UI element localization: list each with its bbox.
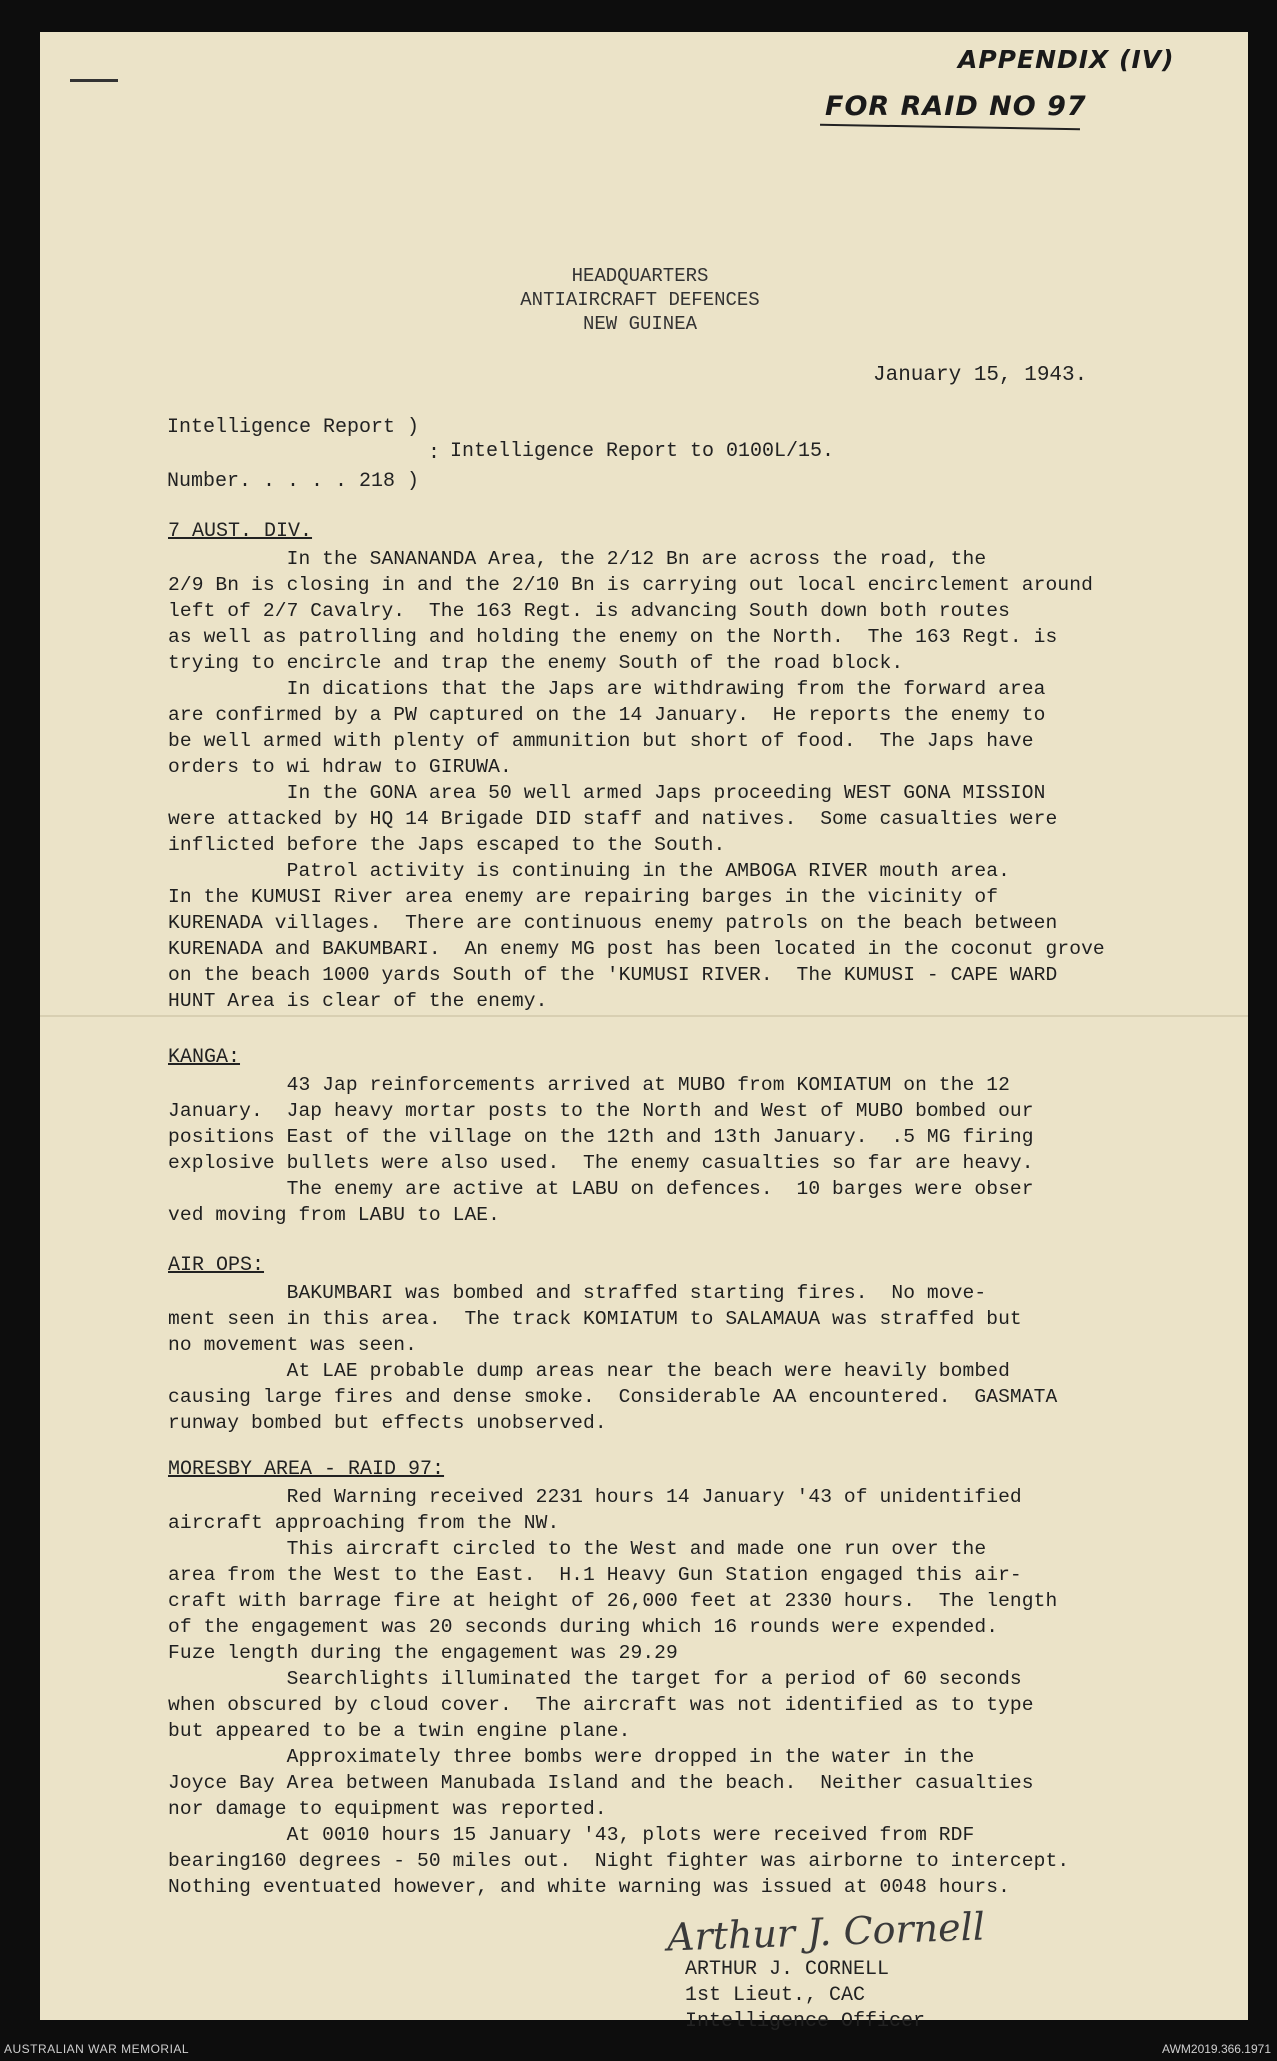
text-line: runway bombed but effects unobserved. xyxy=(168,1412,607,1434)
section-heading: 7 AUST. DIV. xyxy=(168,520,313,543)
report-number: Number. . . . . 218 ) xyxy=(167,470,420,493)
text-line: In the SANANANDA Area, the 2/12 Bn are across the road, the xyxy=(168,548,987,570)
signature-name: ARTHUR J. CORNELL xyxy=(685,1958,890,1981)
fold-line xyxy=(40,1015,1248,1017)
signature-role: Intelligence Officer xyxy=(685,2010,926,2033)
section-heading: MORESBY AREA - RAID 97: xyxy=(168,1458,445,1481)
letterhead-line-3: NEW GUINEA xyxy=(582,313,698,335)
text-line: At LAE probable dump areas near the beach were heavily bombed xyxy=(168,1360,1010,1382)
text-line: aircraft approaching from the NW. xyxy=(168,1512,560,1534)
text-line: Fuze length during the engagement was 29.29 xyxy=(168,1642,678,1664)
handwritten-signature: Arthur J. Cornell xyxy=(666,1904,986,1960)
section-kanga xyxy=(168,1046,1228,1228)
text-line: In dications that the Japs are withdrawing from the forward area xyxy=(168,678,1046,700)
text-line: Approximately three bombs were dropped in the water in the xyxy=(168,1746,975,1768)
text-line: bearing160 degrees - 50 miles out. Night fighter was airborne to intercept. xyxy=(168,1850,1070,1872)
text-line: Red Warning received 2231 hours 14 January '43 of unidentified xyxy=(168,1486,1022,1508)
report-label: Intelligence Report ) xyxy=(167,416,420,439)
text-line: BAKUMBARI was bombed and straffed starting fires. No move- xyxy=(168,1282,987,1304)
signature-rank: 1st Lieut., CAC xyxy=(685,1984,866,2007)
footer-institution: AUSTRALIAN WAR MEMORIAL xyxy=(4,2042,190,2056)
text-line: on the beach 1000 yards South of the 'KUMUSI RIVER. The KUMUSI - CAPE WARD xyxy=(168,964,1058,986)
text-line: but appeared to be a twin engine plane. xyxy=(168,1720,631,1742)
text-line: Nothing eventuated however, and white warning was issued at 0048 hours. xyxy=(168,1876,1010,1898)
text-line: ved moving from LABU to LAE. xyxy=(168,1204,501,1226)
text-line: no movement was seen. xyxy=(168,1334,418,1356)
text-line: nor damage to equipment was reported. xyxy=(168,1798,607,1820)
text-line: when obscured by cloud cover. The aircraft was not identified as to type xyxy=(168,1694,1034,1716)
text-line: positions East of the village on the 12th and 13th January. .5 MG firing xyxy=(168,1126,1034,1148)
section-heading: KANGA: xyxy=(168,1046,241,1069)
raid-annotation: FOR RAID NO 97 xyxy=(825,91,1087,122)
text-line: 2/9 Bn is closing in and the 2/10 Bn is carrying out local encirclement around xyxy=(168,574,1093,596)
text-line: area from the West to the East. H.1 Heavy Gun Station engaged this air- xyxy=(168,1564,1022,1586)
document-page xyxy=(40,32,1248,2033)
text-line: were attacked by HQ 14 Brigade DID staff and natives. Some casualties were xyxy=(168,808,1058,830)
text-line: orders to wi hdraw to GIRUWA. xyxy=(168,756,512,778)
text-line: as well as patrolling and holding the enemy on the North. The 163 Regt. is xyxy=(168,626,1058,648)
text-line: HUNT Area is clear of the enemy. xyxy=(168,990,548,1012)
text-line: January. Jap heavy mortar posts to the North and West of MUBO bombed our xyxy=(168,1100,1034,1122)
text-line: ment seen in this area. The track KOMIATUM to SALAMAUA was straffed but xyxy=(168,1308,1022,1330)
section-air-ops xyxy=(168,1254,1228,1436)
section-7-aust-div xyxy=(168,520,1228,1014)
letterhead-line-1: HEADQUARTERS xyxy=(571,265,709,287)
letterhead xyxy=(490,264,790,336)
letterhead-line-2: ANTIAIRCRAFT DEFENCES xyxy=(520,289,760,311)
text-line: be well armed with plenty of ammunition but short of food. The Japs have xyxy=(168,730,1034,752)
signature-block xyxy=(685,1957,925,2035)
text-line: inflicted before the Japs escaped to the South. xyxy=(168,834,726,856)
text-line: causing large fires and dense smoke. Considerable AA encountered. GASMATA xyxy=(168,1386,1058,1408)
pencil-mark xyxy=(70,79,118,82)
section-moresby-area xyxy=(168,1458,1228,1900)
annotation-underline xyxy=(820,124,1080,131)
text-line: In the GONA area 50 well armed Japs proceeding WEST GONA MISSION xyxy=(168,782,1046,804)
text-line: explosive bullets were also used. The enemy casualties so far are heavy. xyxy=(168,1152,1034,1174)
text-line: KURENADA villages. There are continuous enemy patrols on the beach between xyxy=(168,912,1058,934)
text-line: craft with barrage fire at height of 26,000 feet at 2330 hours. The length xyxy=(168,1590,1058,1612)
text-line: left of 2/7 Cavalry. The 163 Regt. is advancing South down both routes xyxy=(168,600,1010,622)
text-line: This aircraft circled to the West and made one run over the xyxy=(168,1538,987,1560)
footer-accession: AWM2019.366.1971 xyxy=(1162,2042,1271,2056)
text-line: of the engagement was 20 seconds during which 16 rounds were expended. xyxy=(168,1616,999,1638)
text-line: are confirmed by a PW captured on the 14 January. He reports the enemy to xyxy=(168,704,1046,726)
text-line: trying to encircle and trap the enemy South of the road block. xyxy=(168,652,904,674)
text-line: 43 Jap reinforcements arrived at MUBO from KOMIATUM on the 12 xyxy=(168,1074,1010,1096)
text-line: The enemy are active at LABU on defences. 10 barges were obser xyxy=(168,1178,1034,1200)
text-line: At 0010 hours 15 January '43, plots were received from RDF xyxy=(168,1824,975,1846)
text-line: In the KUMUSI River area enemy are repairing barges in the vicinity of xyxy=(168,886,999,908)
section-heading: AIR OPS: xyxy=(168,1254,265,1277)
text-line: Searchlights illuminated the target for a period of 60 seconds xyxy=(168,1668,1022,1690)
report-separator: : xyxy=(428,442,441,465)
report-title: Intelligence Report to 0100L/15. xyxy=(450,440,835,463)
text-line: Patrol activity is continuing in the AMBOGA RIVER mouth area. xyxy=(168,860,1010,882)
appendix-annotation: APPENDIX (IV) xyxy=(958,45,1175,74)
text-line: KURENADA and BAKUMBARI. An enemy MG post has been located in the coconut grove xyxy=(168,938,1105,960)
document-date: January 15, 1943. xyxy=(873,364,1088,387)
text-line: Joyce Bay Area between Manubada Island and the beach. Neither casualties xyxy=(168,1772,1034,1794)
